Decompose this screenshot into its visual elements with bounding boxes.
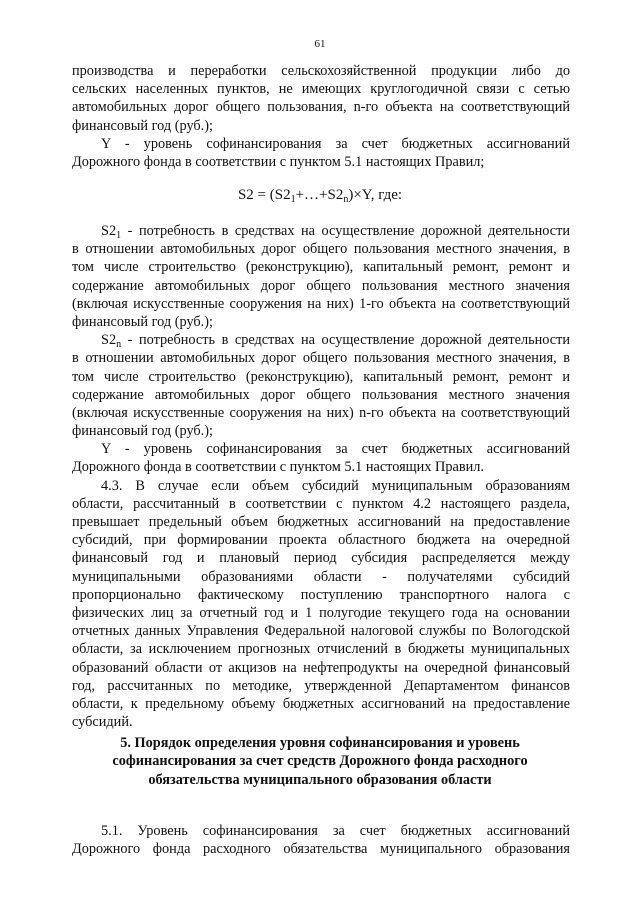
paragraph-block-3 [72, 822, 570, 858]
text-line: Дорожного фонда в соответствии с пунктом 5.1 настоящих Правил. [72, 459, 484, 476]
text-line: $S2_n$ - потребность в средствах на осуществление дорожной деятельности [101, 332, 570, 351]
formula-subscript: n [343, 194, 349, 205]
text-line: Дорожного фонда расходного обязательства муниципального образования [72, 841, 570, 858]
formula-part: )×Y, где: [348, 187, 403, 203]
text-line: (включая искусственные сооружения на них) 1-го объекта на соответствующий [72, 295, 570, 312]
text-line: Y - уровень софинансирования за счет бюджетных ассигнований [101, 135, 570, 152]
text-line: (включая искусственные сооружения на них) n-го объекта на соответствующий [72, 404, 570, 421]
paragraph-block-2 [72, 222, 570, 731]
text-line: год, рассчитанных по методике, утвержденной Департаментом финансов [72, 677, 570, 694]
text-line: субсидий, при формировании проекта областного бюджета на очередной [72, 532, 570, 549]
text-line: физических лиц за отчетный год и 1 полугодие текущего года на основании [72, 604, 570, 621]
text-line: области, к предельному объему бюджетных ассигнований на предоставление [72, 695, 570, 712]
text-line: сельских населенных пунктов, не имеющих круглогодичной связи с сетью [72, 81, 570, 98]
text-line: финансовый год (руб.); [72, 423, 213, 440]
text-line: содержание автомобильных дорог общего пользования местного значения [72, 277, 570, 294]
text-line: пропорционально фактическому поступлению транспортного налога с [72, 586, 570, 603]
text-line: 5.1. Уровень софинансирования за счет бюджетных ассигнований [101, 823, 570, 839]
text-line: в отношении автомобильных дорог общего пользования местного значения, в [72, 241, 570, 258]
formula-subscript: 1 [290, 194, 296, 205]
formula [0, 187, 640, 204]
text-line: области, за исключением прогнозных отчислений в бюджеты муниципальных [72, 641, 570, 658]
paragraph-block-1 [72, 62, 570, 171]
text-line: субсидий. [72, 714, 133, 731]
text-line: превышает предельный объем бюджетных ассигнований на предоставление [72, 514, 570, 530]
heading-line: софинансирования за счет средств Дорожного фонда расходного [112, 753, 528, 770]
text-line: Дорожного фонда в соответствии с пунктом 5.1 настоящих Правил; [72, 153, 485, 170]
text-line: том числе строительство (реконструкцию), капитальный ремонт, ремонт и [72, 368, 570, 385]
formula-part: +…+S2 [295, 187, 344, 203]
text-line: 4.3. В случае если объем субсидий муниципальным образованиям [101, 477, 570, 494]
text-line: том числе строительство (реконструкцию), капитальный ремонт, ремонт и [72, 259, 570, 276]
text-line: производства и переработки сельскохозяйственной продукции либо до [72, 63, 570, 79]
text-line: $S2_1$ - потребность в средствах на осуществление дорожной деятельности [101, 223, 570, 241]
text-line: области, рассчитанный в соответствии с пунктом 4.2 настоящего раздела, [72, 495, 570, 512]
text-line: муниципальными образованиями области - получателями субсидий [72, 568, 570, 585]
text-line: Y - уровень софинансирования за счет бюджетных ассигнований [101, 441, 570, 458]
text-line: в отношении автомобильных дорог общего пользования местного значения, в [72, 350, 570, 367]
text-line: финансовый год и плановый период субсидия распределяется между [72, 550, 570, 567]
formula-part: S2 = (S2 [237, 187, 291, 203]
text-line: отчетных данных Управления Федеральной налоговой службы по Вологодской [72, 623, 570, 640]
text-line: содержание автомобильных дорог общего пользования местного значения [72, 386, 570, 403]
text-line: образований области от акцизов на нефтепродукты на очередной финансовый [72, 659, 570, 676]
text-line: финансовый год (руб.); [72, 117, 213, 134]
heading-line: 5. Порядок определения уровня софинансирования и уровень [120, 735, 520, 751]
heading-line: обязательства муниципального образования области [148, 771, 492, 788]
section-heading [0, 734, 640, 789]
text-line: автомобильных дорог общего пользования, n-го объекта на соответствующий [72, 99, 570, 116]
text-line: финансовый год (руб.); [72, 313, 213, 330]
page-number: 61 [314, 38, 326, 50]
